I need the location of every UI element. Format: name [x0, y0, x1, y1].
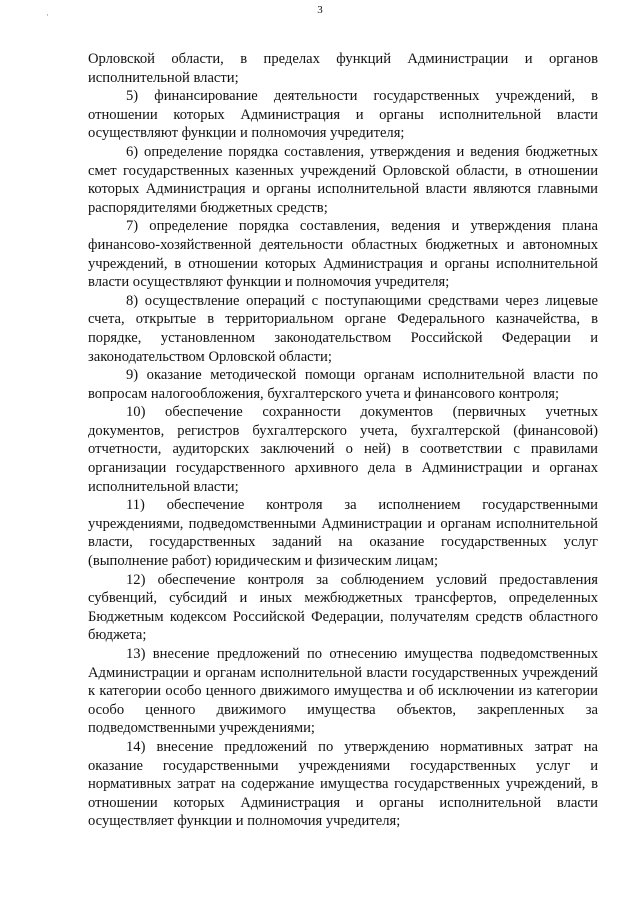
paragraph-item-14: 14) внесение предложений по утверждению нормативных затрат на оказание государственными учреждениями государственных услуг и нормативных затрат на содержание имущества государственных учреждений, в отношении которых Администрация и органы исполнительной власти осуществляет функции и полномочия учредителя; — [88, 738, 598, 830]
paragraph-item-9: 9) оказание методической помощи органам исполнительной власти по вопросам налогообложения, бухгалтерского учета и финансового контроля; — [88, 367, 598, 402]
page-number: 3 — [317, 4, 323, 16]
paragraph-item-12: 12) обеспечение контроля за соблюдением условий предоставления субвенций, субсидий и иных межбюджетных трансфертов, определенных Бюджетным кодексом Российской Федерации, получателям средств областного бюджета; — [88, 571, 598, 644]
paragraph-item-8: 8) осуществление операций с поступающими средствами через лицевые счета, открытые в территориальном органе Федерального казначейства, в порядке, установленном законодательством Российской Федерации и законодательством Орловской области; — [88, 292, 598, 365]
paragraph-item-11: 11) обеспечение контроля за исполнением государственными учреждениями, подведомственными Администрации и органам исполнительной власти, государственных заданий на оказание государственных услуг (выполнение работ) юридическим и физическим лицам; — [88, 497, 598, 570]
paragraph-item-6: 6) определение порядка составления, утверждения и ведения бюджетных смет государственных казенных учреждений Орловской области, в отношении которых Администрация и органы исполнительной власти являются главными распорядителями бюджетных средств; — [88, 143, 598, 216]
document-body — [88, 50, 598, 831]
corner-mark: · — [46, 10, 49, 20]
paragraph-continuation: Орловской области, в пределах функций Администрации и органов исполнительной власти; — [88, 51, 598, 86]
paragraph-item-13: 13) внесение предложений по отнесению имущества подведомственных Администрации и органам исполнительной власти государственных учреждений к категории особо ценного движимого имущества и об исключении из категории особо ценного движимого имущества объектов, закрепленных за подведомственными учреждениями; — [88, 646, 598, 737]
paragraph-item-5: 5) финансирование деятельности государственных учреждений, в отношении которых Администрация и органы исполнительной власти осуществляют функции и полномочия учредителя; — [88, 88, 598, 142]
paragraph-item-10: 10) обеспечение сохранности документов (первичных учетных документов, регистров бухгалтерского учета, бухгалтерской (финансовой) отчетности, аудиторских заключений о ней) в соответствии с правилами организации государственного архивного дела в Администрации и органах исполнительной власти; — [88, 404, 598, 495]
paragraph-item-7: 7) определение порядка составления, ведения и утверждения плана финансово-хозяйственной деятельности областных бюджетных и автономных учреждений, в отношении которых Администрация и органы исполнительной власти осуществляют функции и полномочия учредителя; — [88, 218, 598, 291]
